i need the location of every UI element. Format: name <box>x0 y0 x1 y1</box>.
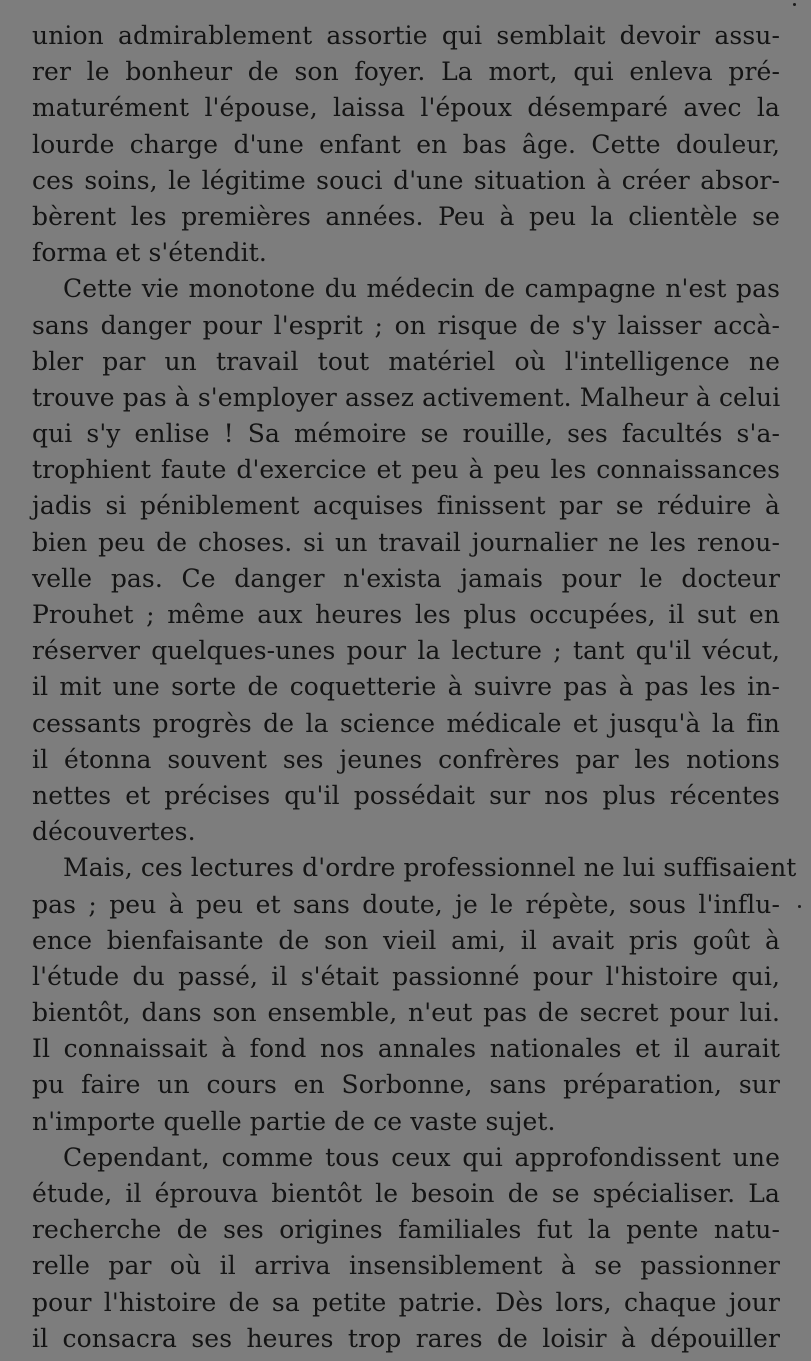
text-line: bèrent les premières années. Peu à peu la clientèle se <box>32 201 780 231</box>
text-line: bientôt, dans son ensemble, n'eut pas de secret pour lui. <box>32 998 780 1028</box>
text-line: bien peu de choses. si un travail journalier ne les renou- <box>32 527 780 557</box>
text-line: pour l'histoire de sa petite patrie. Dès lors, chaque jour <box>32 1287 780 1317</box>
text-line: Prouhet ; même aux heures les plus occupées, il sut en <box>32 600 780 629</box>
paragraph-first-line: Cependant, comme tous ceux qui approfondissent une <box>63 1142 780 1172</box>
text-line: il étonna souvent ses jeunes confrères par les notions <box>32 744 780 774</box>
ink-speck <box>798 905 801 908</box>
text-line: rer le bonheur de son foyer. La mort, qui enleva pré- <box>32 57 780 87</box>
text-line: il mit une sorte de coquetterie à suivre pas à pas les in- <box>32 672 780 702</box>
ink-speck <box>793 3 796 6</box>
text-line: ces soins, le légitime souci d'une situation à créer absor- <box>32 165 780 195</box>
text-line: trophient faute d'exercice et peu à peu les connaissances <box>32 455 780 485</box>
body-text <box>32 18 797 1357</box>
text-line: cessants progrès de la science médicale et jusqu'à la fin <box>32 708 780 738</box>
text-line: maturément l'épouse, laissa l'époux désemparé avec la <box>32 93 780 123</box>
text-line: qui s'y enlise ! Sa mémoire se rouille, ses facultés s'a- <box>32 419 780 449</box>
text-line: bler par un travail tout matériel où l'intelligence ne <box>32 346 780 376</box>
text-line: n'importe quelle partie de ce vaste sujet. <box>32 1106 556 1136</box>
text-line: réserver quelques-unes pour la lecture ; tant qu'il vécut, <box>32 636 780 666</box>
text-line: pu faire un cours en Sorbonne, sans préparation, sur <box>32 1070 780 1100</box>
text-line: nettes et précises qu'il possédait sur nos plus récentes <box>32 780 780 810</box>
text-line: pas ; peu à peu et sans doute, je le répète, sous l'influ- <box>32 889 780 919</box>
paragraph-first-line: Mais, ces lectures d'ordre professionnel ne lui suffisaient <box>63 853 797 883</box>
paragraph-first-line: Cette vie monotone du médecin de campagne n'est pas <box>63 274 780 304</box>
text-line: relle par où il arriva insensiblement à se passionner <box>32 1251 780 1281</box>
text-line: trouve pas à s'employer assez activement. Malheur à celui <box>32 382 781 412</box>
text-line: étude, il éprouva bientôt le besoin de se spécialiser. La <box>32 1179 780 1208</box>
text-line: lourde charge d'une enfant en bas âge. Cette douleur, <box>32 129 780 159</box>
text-line: velle pas. Ce danger n'exista jamais pour le docteur <box>32 563 780 593</box>
text-line: il consacra ses heures trop rares de loisir à dépouiller <box>32 1323 780 1353</box>
text-line: jadis si péniblement acquises finissent par se réduire à <box>32 491 780 521</box>
text-line: ence bienfaisante de son vieil ami, il avait pris goût à <box>32 925 780 955</box>
text-line: recherche de ses origines familiales fut la pente natu- <box>32 1215 780 1245</box>
text-line: forma et s'étendit. <box>32 238 267 268</box>
text-line: Il connaissait à fond nos annales nationales et il aurait <box>32 1034 780 1064</box>
text-line: union admirablement assortie qui semblait devoir assu- <box>32 21 780 50</box>
text-line: sans danger pour l'esprit ; on risque de s'y laisser accà- <box>32 310 780 340</box>
text-line: découvertes. <box>32 817 196 847</box>
text-line: l'étude du passé, il s'était passionné pour l'histoire qui, <box>32 961 780 991</box>
